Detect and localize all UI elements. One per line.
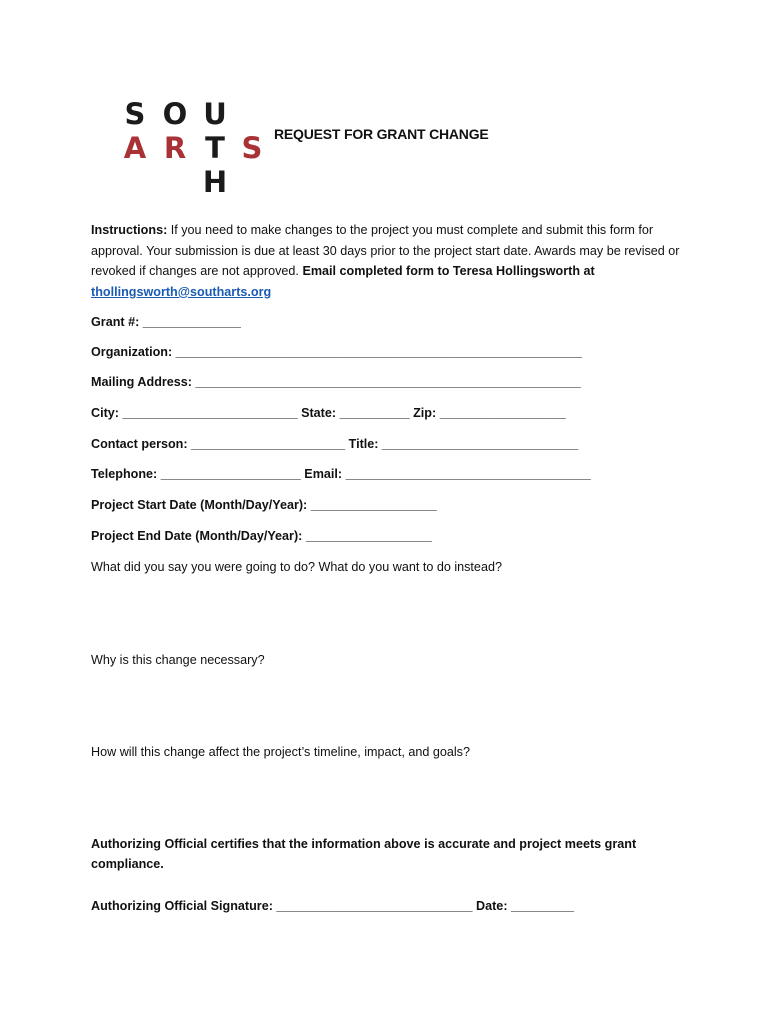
start-date-field[interactable]: Project Start Date (Month/Day/Year): __________________ — [91, 498, 437, 512]
question-affect-timeline: How will this change affect the project’s timeline, impact, and goals? — [91, 745, 470, 759]
certification-statement: Authorizing Official certifies that the information above is accurate and project meets grant — [91, 837, 637, 851]
logo-letter: U — [203, 97, 227, 131]
question-what-change: What did you say you were going to do? What do you want to do instead? — [91, 560, 502, 574]
logo-letter: O — [162, 97, 188, 131]
city-state-zip-field[interactable]: City: _________________________ State: __________ Zip: __________________ — [91, 406, 566, 420]
instructions-text: If you need to make changes to the project you must complete and submit this form for approval. Your submission is due at least 30 days prior to the project start date. Awards may be revised or revoked if changes are not approved. — [91, 223, 680, 279]
telephone-email-field[interactable]: Telephone: ____________________ Email: ___________________________________ — [91, 467, 591, 481]
end-date-field[interactable]: Project End Date (Month/Day/Year): __________________ — [91, 529, 432, 543]
mailing-address-field[interactable]: Mailing Address: _______________________________________________________ — [91, 375, 581, 389]
instructions-paragraph — [91, 220, 681, 302]
logo-letter: S — [124, 97, 146, 131]
contact-title-field[interactable]: Contact person: ______________________ Title: ____________________________ — [91, 437, 579, 451]
email-instruction: Email completed form to Teresa Hollingsworth at — [302, 264, 595, 279]
signature-field[interactable]: Authorizing Official Signature: ____________________________ Date: _________ — [91, 899, 575, 913]
page-title: REQUEST FOR GRANT CHANGE — [274, 126, 489, 142]
logo-letter: S — [241, 131, 263, 165]
logo-letter: A — [123, 131, 147, 165]
question-why-necessary: Why is this change necessary? — [91, 653, 265, 667]
grant-number-field[interactable]: Grant #: ______________ — [91, 315, 241, 329]
certification-statement-cont: compliance. — [91, 857, 164, 871]
organization-field[interactable]: Organization: __________________________________________________________ — [91, 345, 582, 359]
email-link[interactable]: thollingsworth@southarts.org — [91, 284, 272, 299]
logo-letter: T — [205, 131, 225, 165]
logo-letter: H — [202, 165, 228, 199]
instructions-label: Instructions: — [91, 223, 168, 237]
logo-letter: R — [163, 131, 187, 165]
